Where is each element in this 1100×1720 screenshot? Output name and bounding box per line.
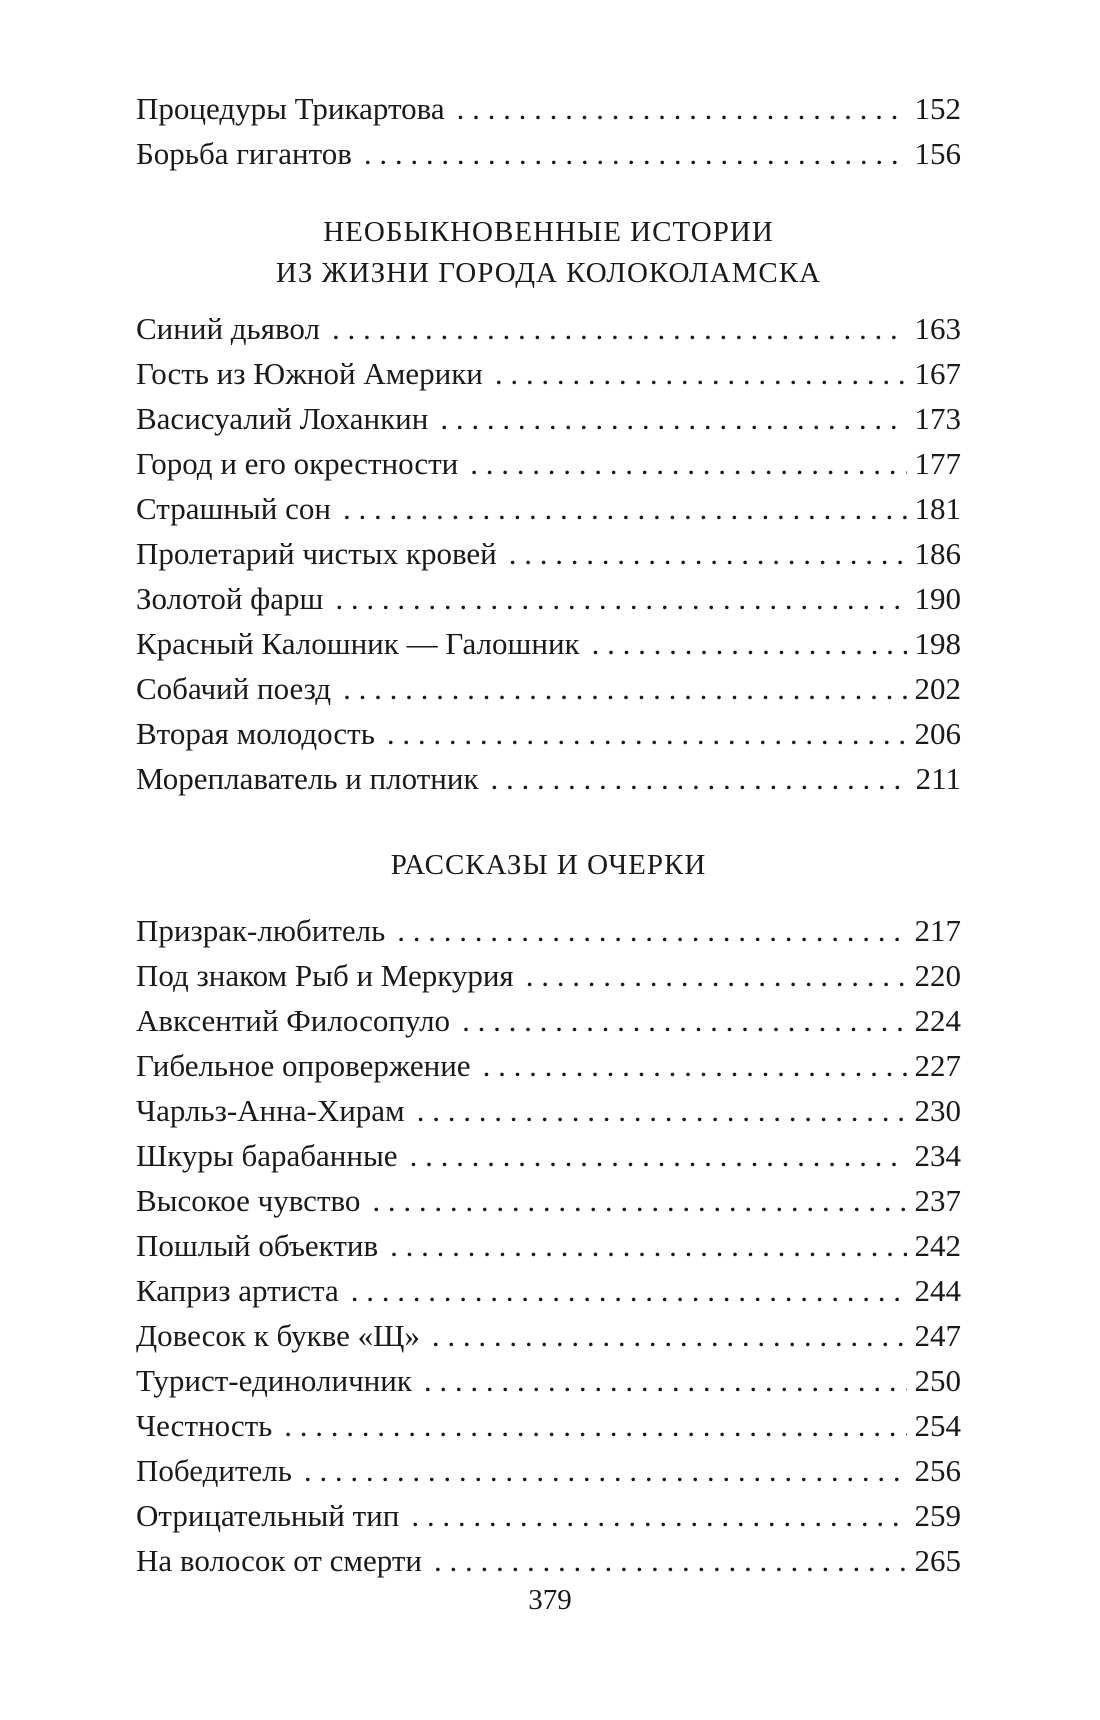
toc-entry-title: Процедуры Трикартова (136, 91, 445, 126)
section-heading: РАССКАЗЫ И ОЧЕРКИ (390, 849, 707, 881)
toc-entry-title: Пошлый объектив (136, 1228, 379, 1263)
toc-entry[interactable] (136, 666, 961, 711)
toc-entry-page: 230 (914, 1093, 961, 1128)
toc-entry-title: Борьба гигантов (136, 136, 352, 171)
toc-entry-title: Красный Калошник — Галошник (136, 626, 580, 661)
section-heading-line-2: ИЗ ЖИЗНИ ГОРОДА КОЛОКОЛАМСКА (275, 257, 822, 289)
dot-leader (440, 396, 906, 441)
toc-entry-title: Гость из Южной Америки (136, 356, 483, 391)
dot-leader (387, 711, 907, 756)
toc-entry[interactable] (136, 131, 961, 176)
dot-leader (372, 1178, 906, 1223)
toc-entry-title: Страшный сон (136, 491, 331, 526)
dot-leader (526, 953, 907, 998)
toc-entry-title: Гибельное опровержение (136, 1048, 471, 1083)
toc-entry[interactable] (136, 1493, 961, 1538)
toc-entry[interactable] (136, 621, 961, 666)
toc-continued-section (136, 86, 961, 176)
toc-list (136, 908, 961, 1583)
toc-entry-page: 250 (914, 1363, 961, 1398)
toc-entry-title: Город и его окрестности (136, 446, 459, 481)
toc-entry[interactable] (136, 576, 961, 621)
toc-entry-page: 265 (914, 1543, 961, 1578)
toc-entry[interactable] (136, 441, 961, 486)
toc-entry[interactable] (136, 1088, 961, 1133)
toc-entry-page: 190 (914, 581, 961, 616)
toc-entry-page: 254 (914, 1408, 961, 1443)
toc-entry-page: 163 (914, 311, 961, 346)
toc-entry-title: Турист-единоличник (136, 1363, 412, 1398)
dot-leader (411, 1493, 906, 1538)
dot-leader (457, 86, 907, 131)
toc-entry[interactable] (136, 908, 961, 953)
toc-entry[interactable] (136, 306, 961, 351)
toc-entry[interactable] (136, 1403, 961, 1448)
toc-entry[interactable] (136, 998, 961, 1043)
toc-entry-page: 242 (914, 1228, 961, 1263)
toc-entry-title: Авксентий Филосопуло (136, 1003, 451, 1038)
toc-entry-page: 244 (914, 1273, 961, 1308)
toc-entry-page: 156 (914, 136, 961, 171)
toc-entry[interactable] (136, 1313, 961, 1358)
toc-entry-page: 217 (914, 913, 961, 948)
toc-entry-page: 256 (914, 1453, 961, 1488)
toc-entry-title: Высокое чувство (136, 1183, 361, 1218)
toc-entry-page: 234 (914, 1138, 961, 1173)
section-heading-line-1: НЕОБЫКНОВЕННЫЕ ИСТОРИИ (323, 216, 774, 248)
section-heading (136, 212, 961, 294)
toc-entry-title: Призрак-любитель (136, 913, 386, 948)
toc-entry-page: 152 (914, 91, 961, 126)
dot-leader (410, 1133, 907, 1178)
toc-entry-page: 167 (914, 356, 961, 391)
toc-entry[interactable] (136, 1223, 961, 1268)
dot-leader (390, 1223, 906, 1268)
toc-entry[interactable] (136, 711, 961, 756)
dot-leader (351, 1268, 907, 1313)
page-number: 379 (528, 1584, 572, 1616)
toc-entry[interactable] (136, 756, 961, 801)
toc-entry-page: 177 (914, 446, 961, 481)
dot-leader (335, 576, 906, 621)
dot-leader (434, 1538, 907, 1583)
dot-leader (462, 998, 906, 1043)
toc-entry-title: Довесок к букве «Щ» (136, 1318, 420, 1353)
table-of-contents (136, 86, 961, 1583)
toc-entry[interactable] (136, 1538, 961, 1583)
toc-entry[interactable] (136, 86, 961, 131)
toc-entry-page: 173 (914, 401, 961, 436)
toc-entry-title: Чарльз-Анна-Хирам (136, 1093, 405, 1128)
toc-entry[interactable] (136, 486, 961, 531)
toc-entry-page: 224 (914, 1003, 961, 1038)
dot-leader (432, 1313, 907, 1358)
dot-leader (491, 756, 908, 801)
toc-section-stories (136, 845, 961, 1583)
dot-leader (332, 306, 907, 351)
toc-entry-title: Под знаком Рыб и Меркурия (136, 958, 514, 993)
dot-leader (495, 351, 907, 396)
toc-entry-title: Честность (136, 1408, 273, 1443)
toc-entry-title: Пролетарий чистых кровей (136, 536, 497, 571)
toc-entry-title: Каприз артиста (136, 1273, 339, 1308)
dot-leader (470, 441, 906, 486)
toc-entry-title: Мореплаватель и плотник (136, 761, 479, 796)
toc-entry-page: 247 (914, 1318, 961, 1353)
toc-entry-title: Золотой фарш (136, 581, 324, 616)
toc-entry[interactable] (136, 1133, 961, 1178)
dot-leader (364, 131, 907, 176)
toc-entry-title: На волосок от смерти (136, 1543, 422, 1578)
toc-entry[interactable] (136, 351, 961, 396)
toc-entry[interactable] (136, 1268, 961, 1313)
toc-entry-page: 202 (914, 671, 961, 706)
toc-entry-page: 227 (914, 1048, 961, 1083)
toc-entry[interactable] (136, 1178, 961, 1223)
toc-entry-page: 186 (914, 536, 961, 571)
dot-leader (397, 908, 906, 953)
toc-entry-title: Отрицательный тип (136, 1498, 400, 1533)
toc-entry-title: Собачий поезд (136, 671, 332, 706)
toc-entry-page: 181 (914, 491, 961, 526)
toc-entry-title: Шкуры барабанные (136, 1138, 398, 1173)
dot-leader (304, 1448, 907, 1493)
toc-entry-title: Васисуалий Лоханкин (136, 401, 429, 436)
toc-entry-page: 211 (915, 761, 961, 796)
dot-leader (483, 1043, 907, 1088)
toc-entry-title: Победитель (136, 1453, 292, 1488)
toc-section-kolokolamsk (136, 212, 961, 801)
toc-entry[interactable] (136, 953, 961, 998)
toc-entry-page: 206 (914, 716, 961, 751)
toc-list (136, 306, 961, 801)
toc-entry[interactable] (136, 1358, 961, 1403)
dot-leader (509, 531, 907, 576)
dot-leader (592, 621, 907, 666)
toc-entry-page: 259 (914, 1498, 961, 1533)
dot-leader (343, 666, 906, 711)
toc-entry-page: 237 (914, 1183, 961, 1218)
toc-entry[interactable] (136, 396, 961, 441)
dot-leader (284, 1403, 906, 1448)
toc-entry-title: Синий дьявол (136, 311, 320, 346)
dot-leader (343, 486, 907, 531)
toc-entry[interactable] (136, 1448, 961, 1493)
dot-leader (417, 1088, 907, 1133)
toc-entry[interactable] (136, 1043, 961, 1088)
dot-leader (424, 1358, 907, 1403)
toc-entry-title: Вторая молодость (136, 716, 375, 751)
toc-entry-page: 198 (914, 626, 961, 661)
toc-list (136, 86, 961, 176)
toc-entry-page: 220 (914, 958, 961, 993)
toc-entry[interactable] (136, 531, 961, 576)
